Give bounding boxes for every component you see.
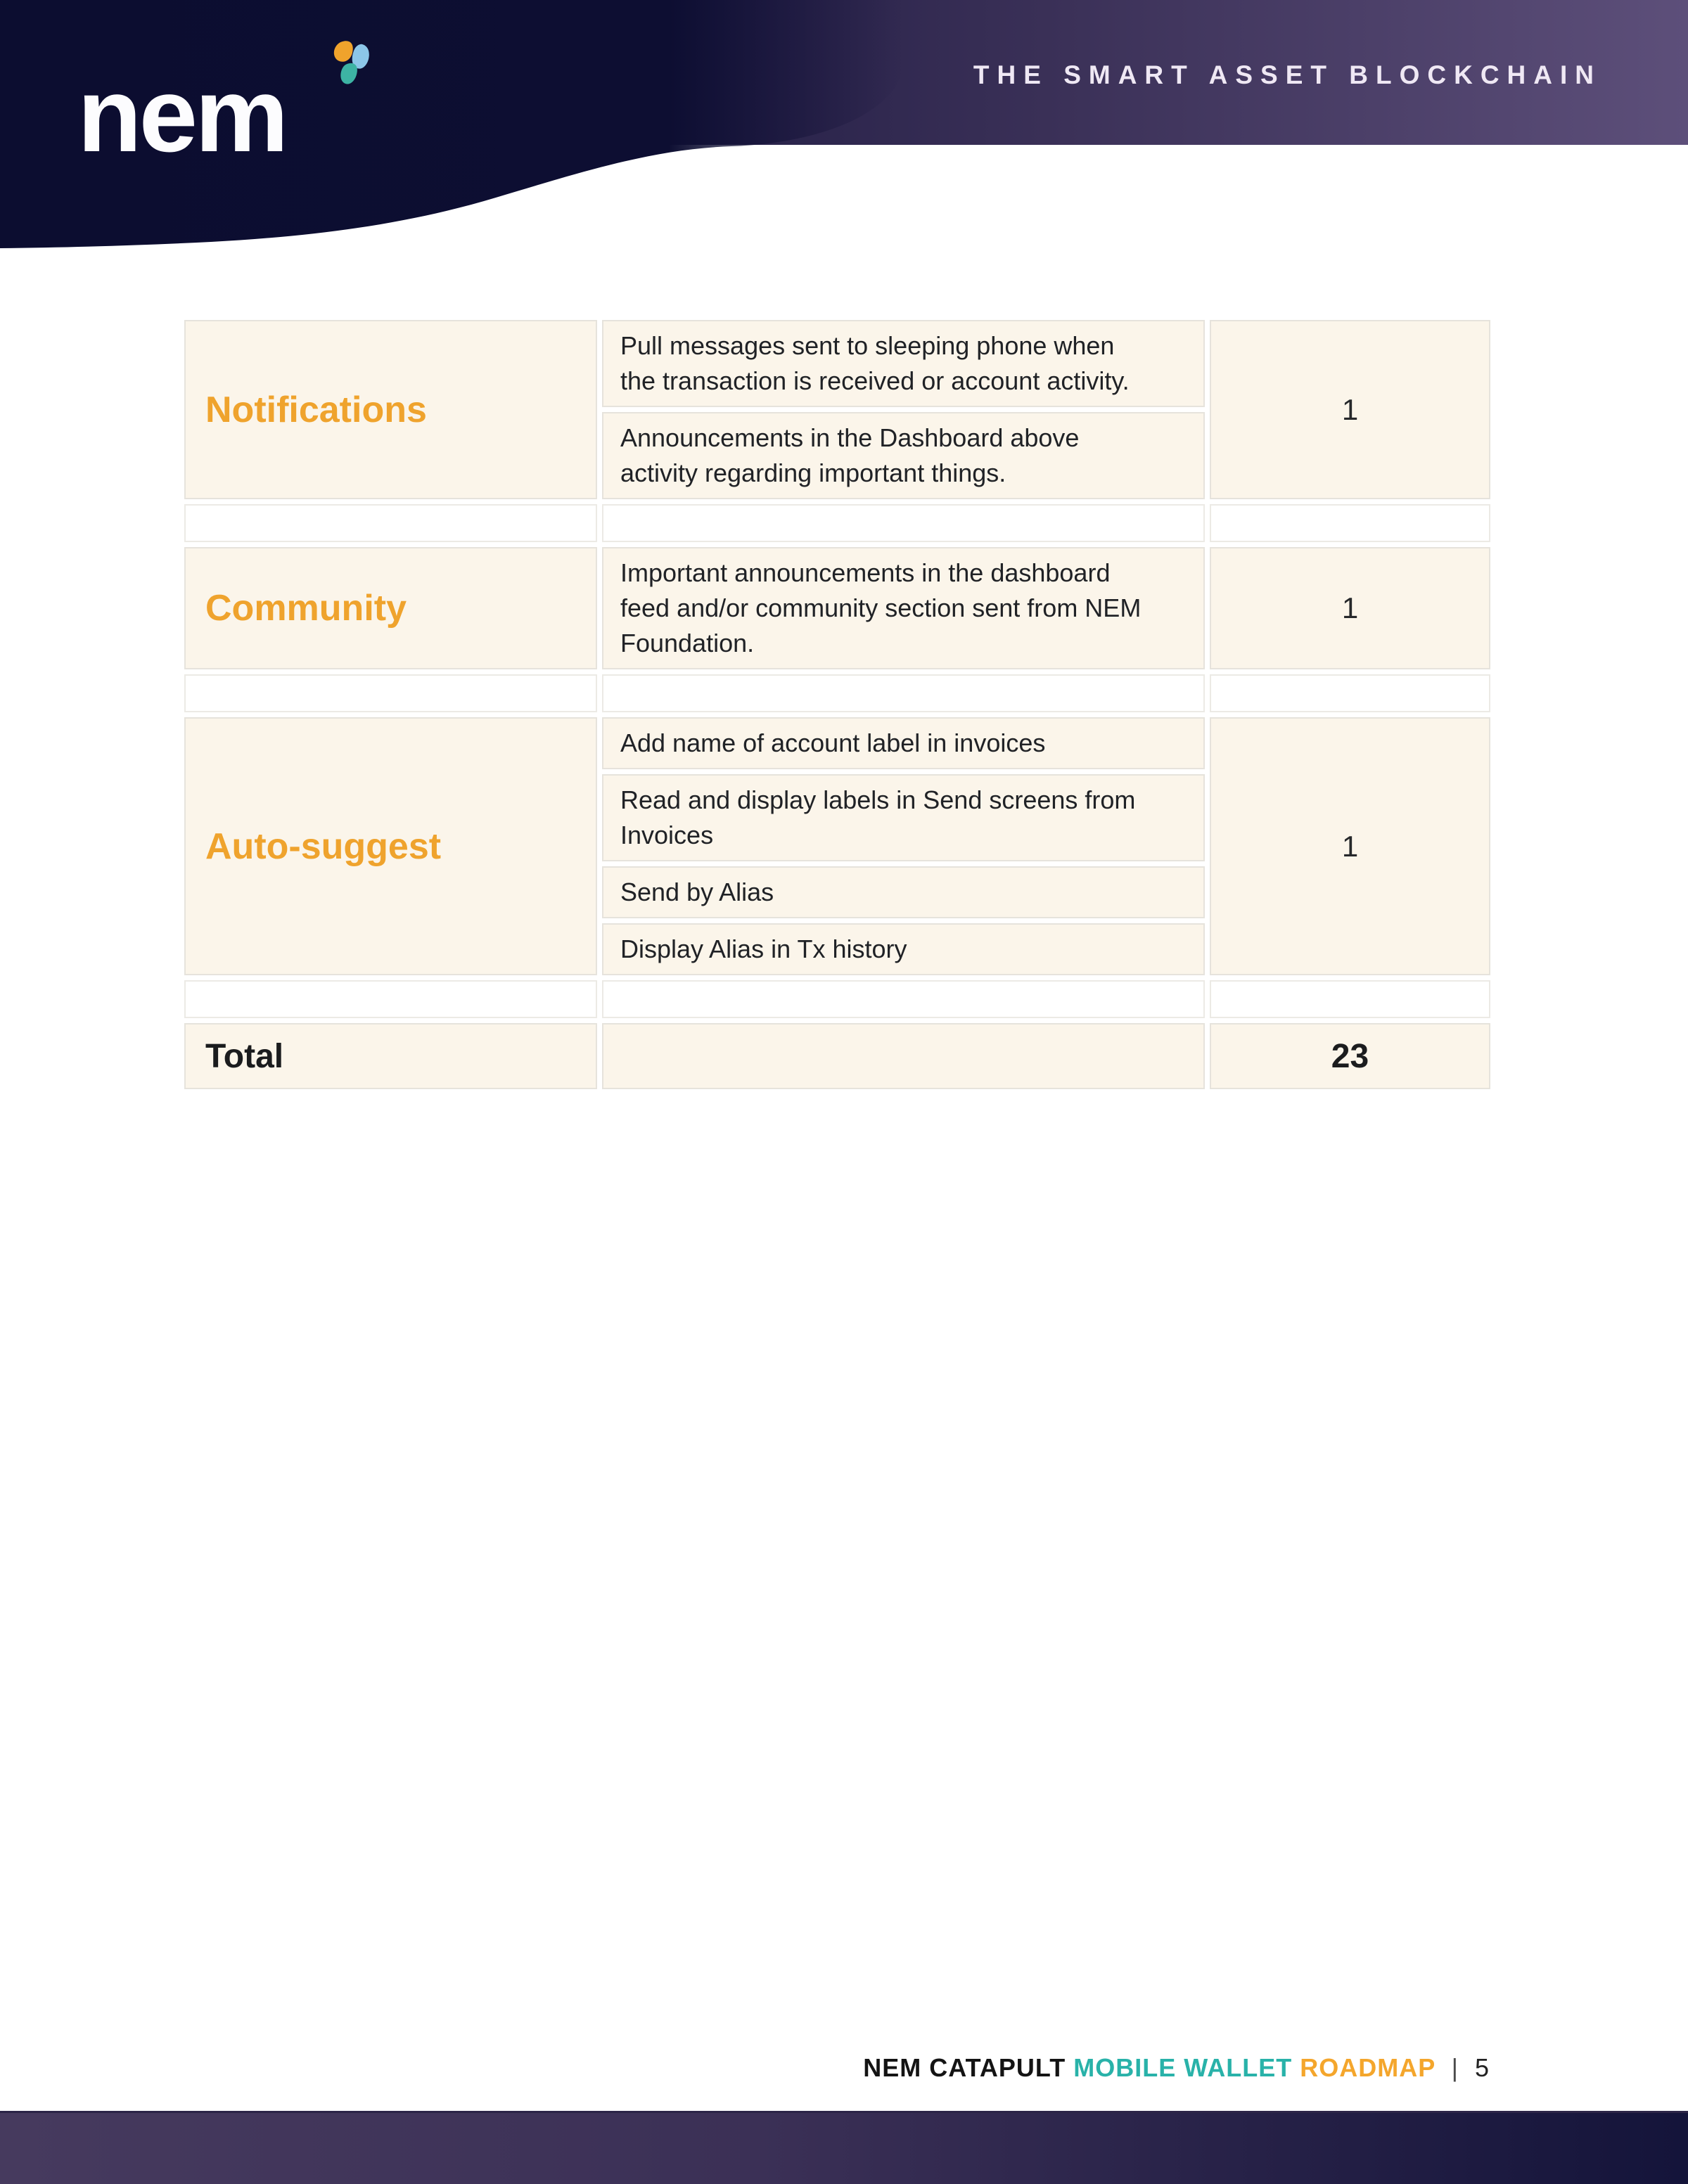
- spacer-row: [184, 504, 1490, 542]
- footer-product: MOBILE WALLET: [1073, 2053, 1293, 2082]
- feature-cell: Display Alias in Tx history: [602, 923, 1205, 975]
- count-cell: 1: [1210, 717, 1490, 975]
- footer-doc-type: ROADMAP: [1300, 2053, 1436, 2082]
- spacer-cell: [184, 504, 597, 542]
- spacer-cell: [184, 980, 597, 1018]
- count-cell: 1: [1210, 547, 1490, 669]
- spacer-row: [184, 980, 1490, 1018]
- footer-band: [0, 2111, 1688, 2184]
- total-label: Total: [184, 1023, 597, 1089]
- spacer-cell: [1210, 980, 1490, 1018]
- roadmap-table: [179, 315, 1495, 1094]
- nem-logo-text: nem: [77, 56, 286, 174]
- table-row: [184, 717, 1490, 769]
- spacer-cell: [1210, 504, 1490, 542]
- header-tagline: THE SMART ASSET BLOCKCHAIN: [973, 60, 1601, 89]
- footer-separator: |: [1451, 2053, 1459, 2082]
- feature-cell: Important announcements in the dashboard feed and/or community section sent from NEM Foundation.: [602, 547, 1205, 669]
- category-cell-auto-suggest: Auto-suggest: [184, 717, 597, 975]
- count-cell: 1: [1210, 320, 1490, 499]
- table-row: [184, 547, 1490, 669]
- footer-page-number: 5: [1474, 2053, 1490, 2082]
- spacer-cell: [1210, 674, 1490, 712]
- spacer-cell: [602, 504, 1205, 542]
- spacer-row: [184, 674, 1490, 712]
- footer-brand: NEM CATAPULT: [863, 2053, 1066, 2082]
- feature-cell: Send by Alias: [602, 866, 1205, 918]
- spacer-cell: [184, 674, 597, 712]
- feature-cell: Announcements in the Dashboard above activity regarding important things.: [602, 412, 1205, 499]
- spacer-cell: [602, 674, 1205, 712]
- category-cell-notifications: Notifications: [184, 320, 597, 499]
- total-value: 23: [1210, 1023, 1490, 1089]
- footer-text: [863, 2053, 1490, 2083]
- feature-cell: Pull messages sent to sleeping phone when the transaction is received or account activity.: [602, 320, 1205, 407]
- category-cell-community: Community: [184, 547, 597, 669]
- spacer-cell: [602, 980, 1205, 1018]
- feature-cell: Read and display labels in Send screens from Invoices: [602, 774, 1205, 861]
- total-row: [184, 1023, 1490, 1089]
- table-row: [184, 320, 1490, 407]
- total-empty-cell: [602, 1023, 1205, 1089]
- feature-cell: Add name of account label in invoices: [602, 717, 1205, 769]
